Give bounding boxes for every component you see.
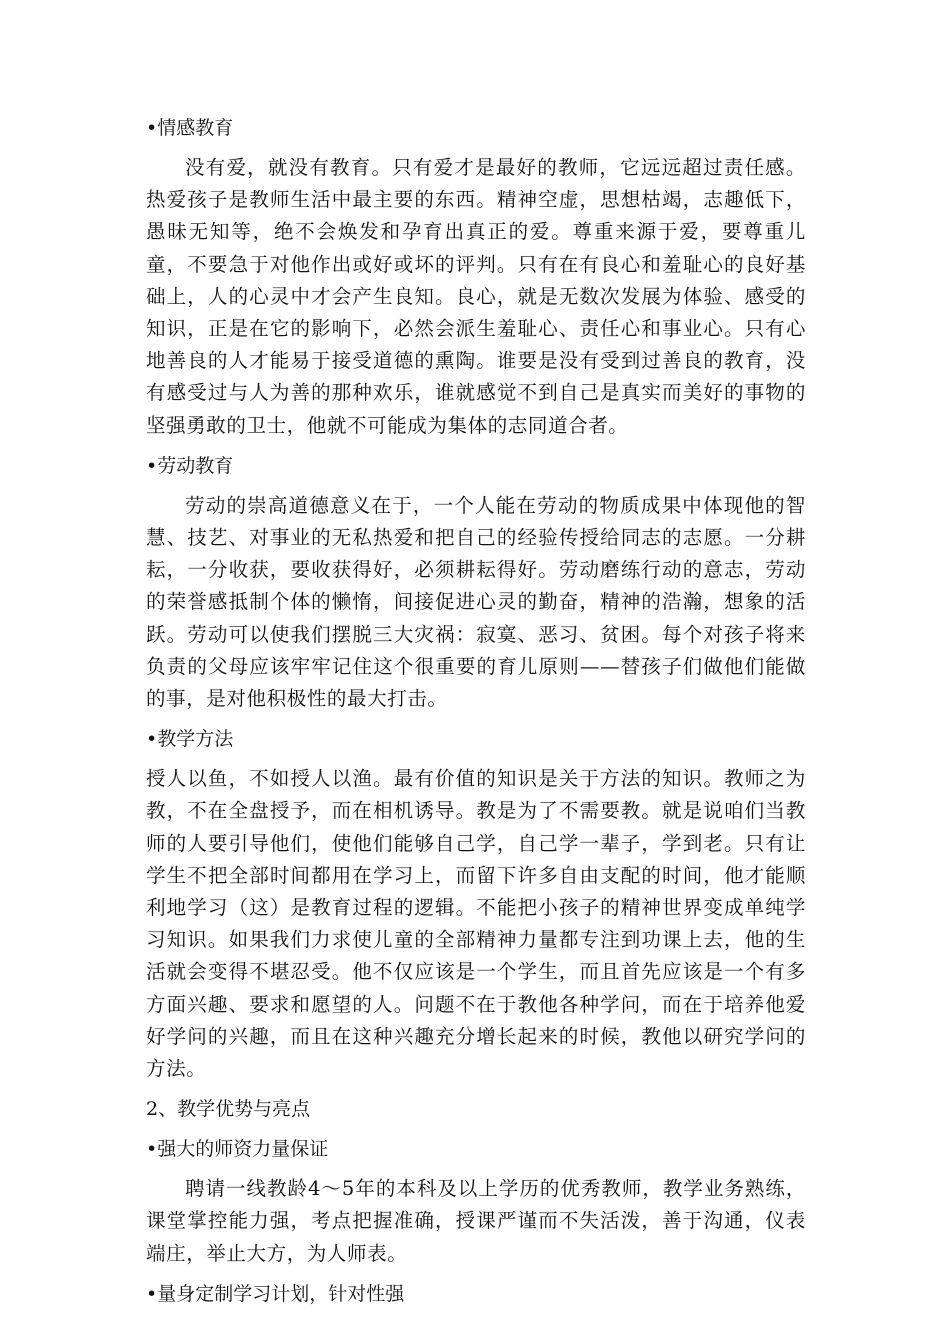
- subsection-heading-custom-plan: •量身定制学习计划，针对性强: [146, 1282, 405, 1305]
- section-heading-emotional-education: •情感教育: [146, 117, 234, 139]
- section-heading-labor-education: •劳动教育: [146, 454, 234, 477]
- paragraph-emotional-education: 没有爱，就没有教育。只有爱才是最好的教师，它远远超过责任感。热爱孩子是教师生活中最主要的东西。精神空虚，思想枯竭，志趣低下，愚昧无知等，绝不会焕发和孕育出真正的爱。尊重来源于爱，要尊重儿童，不要急于对他作出或好或坏的评判。只有在有良心和羞耻心的良好基础上，人的心灵中才会产生良知。良心，就是无数次发展为体验、感受的知识，正是在它的影响下，必然会派生羞耻心、责任心和事业心。只有心地善良的人才能易于接受道德的熏陶。谁要是没有受到过善良的教育，没有感受过与人为善的那种欢乐，谁就感觉不到自己是真实而美好的事物的坚强勇敢的卫士，他就不可能成为集体的志同道合者。: [146, 156, 806, 437]
- paragraph-teaching-method: 授人以鱼，不如授人以渔。最有价值的知识是关于方法的知识。教师之为教，不在全盘授予，而在相机诱导。教是为了不需要教。就是说咱们当教师的人要引导他们，使他们能够自己学，自己学一辈子，学到老。只有让学生不把全部时间都用在学习上，而留下许多自由支配的时间，他才能顺利地学习（这）是教育过程的逻辑。不能把小孩子的精神世界变成单纯学习知识。如果我们力求使儿童的全部精神力量都专注到功课上去，他的生活就会变得不堪忍受。他不仅应该是一个学生，而且首先应该是一个有多方面兴趣、要求和愿望的人。问题不在于教他各种学问，而在于培养他爱好学问的兴趣，而且在这种兴趣充分增长起来的时候，教他以研究学问的方法。: [146, 767, 806, 1081]
- subsection-heading-teachers: •强大的师资力量保证: [146, 1138, 329, 1161]
- section-heading-teaching-method: •教学方法: [146, 728, 234, 751]
- section-title-teaching-advantages: 2、教学优势与亮点: [146, 1098, 311, 1121]
- document-page: [146, 112, 806, 1318]
- paragraph-teachers: 聘请一线教龄4～5年的本科及以上学历的优秀教师，教学业务熟练，课堂掌控能力强，考点把握准确，授课严谨而不失活泼，善于沟通，仪表端庄，举止大方，为人师表。: [146, 1177, 806, 1265]
- paragraph-labor-education: 劳动的崇高道德意义在于，一个人能在劳动的物质成果中体现他的智慧、技艺、对事业的无私热爱和把自己的经验传授给同志的志愿。一分耕耘，一分收获，要收获得好，必须耕耘得好。劳动磨练行动的意志，劳动的荣誉感抵制个体的懒惰，间接促进心灵的勤奋，精神的浩瀚，想象的活跃。劳动可以使我们摆脱三大灾祸：寂寞、恶习、贫困。每个对孩子将来负责的父母应该牢牢记住这个很重要的育儿原则——替孩子们做他们能做的事，是对他积极性的最大打击。: [146, 493, 806, 711]
